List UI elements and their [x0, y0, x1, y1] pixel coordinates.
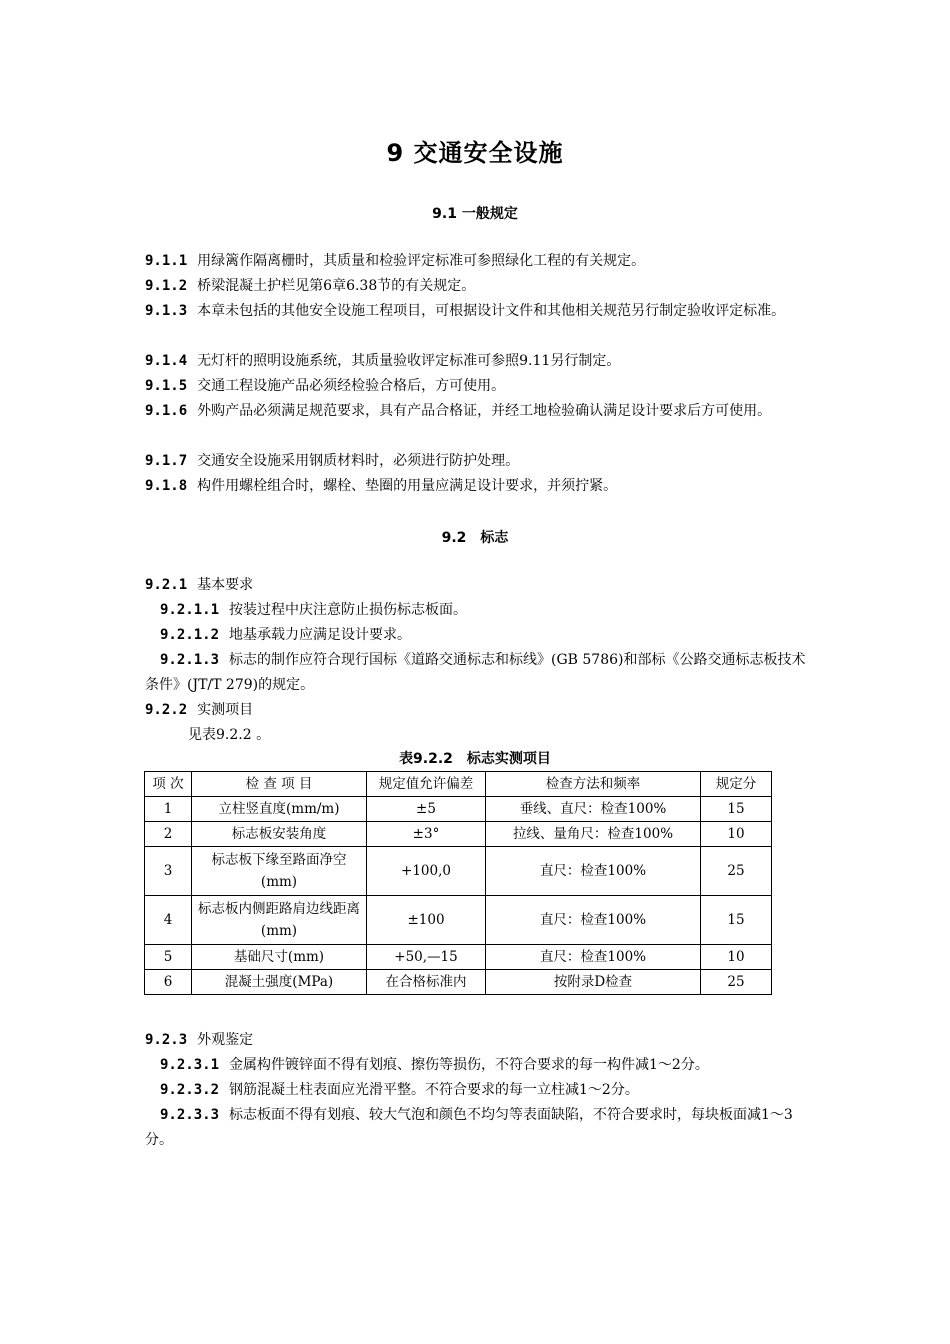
table-row [145, 945, 772, 970]
cell-no: 4 [145, 896, 192, 945]
clause-9-1-8: 9.1.8 构件用螺栓组合时，螺栓、垫圈的用量应满足设计要求，并须拧紧。 [145, 478, 618, 494]
clause-9-1-2: 9.1.2 桥梁混凝土护栏见第6章6.38节的有关规定。 [145, 278, 476, 294]
cell-item: 混凝土强度(MPa) [192, 970, 367, 995]
header-method: 检查方法和频率 [486, 772, 701, 797]
cell-method: 垂线、直尺：检查100% [486, 797, 701, 822]
section-heading-9-1: 9.1 一般规定 [432, 206, 518, 222]
clause-9-2-3: 9.2.3 外观鉴定 [145, 1032, 254, 1048]
clause-9-2-3-1: 9.2.3.1 金属构件镀锌面不得有划痕、擦伤等损伤，不符合要求的每一构件减1～2分。 [160, 1057, 709, 1073]
header-tolerance: 规定值允许偏差 [367, 772, 486, 797]
cell-method: 按附录D检查 [486, 970, 701, 995]
clause-9-2-1-2: 9.2.1.2 地基承载力应满足设计要求。 [160, 627, 412, 643]
header-no: 项 次 [145, 772, 192, 797]
clause-9-2-1-1: 9.2.1.1 按装过程中庆注意防止损伤标志板面。 [160, 602, 468, 618]
table-row [145, 822, 772, 847]
clause-9-2-3-3: 9.2.3.3 标志板面不得有划痕、较大气泡和颜色不均匀等表面缺陷，不符合要求时，每块板面减1～3分。 [145, 1107, 793, 1148]
table-header-row [145, 772, 772, 797]
table-reference: 见表9.2.2 。 [188, 727, 271, 743]
clause-9-2-1: 9.2.1 基本要求 [145, 577, 254, 593]
cell-no: 1 [145, 797, 192, 822]
clause-9-1-7: 9.1.7 交通安全设施采用钢质材料时，必须进行防护处理。 [145, 453, 520, 469]
header-item: 检 查 项 目 [192, 772, 367, 797]
cell-method: 直尺：检查100% [486, 945, 701, 970]
cell-no: 6 [145, 970, 192, 995]
table-row [145, 970, 772, 995]
inspection-table [144, 771, 772, 995]
cell-tolerance: ±5 [367, 797, 486, 822]
header-score: 规定分 [701, 772, 772, 797]
clause-9-2-1-3: 9.2.1.3 标志的制作应符合现行国标《道路交通标志和标线》(GB 5786)和部标《公路交通标志板技术条件》(JT/T 279)的规定。 [145, 652, 806, 693]
table-row [145, 847, 772, 896]
cell-method: 直尺：检查100% [486, 896, 701, 945]
clause-9-1-1: 9.1.1 用绿篱作隔离栅时，其质量和检验评定标准可参照绿化工程的有关规定。 [145, 253, 646, 269]
cell-no: 3 [145, 847, 192, 896]
cell-score: 10 [701, 945, 772, 970]
table-row [145, 797, 772, 822]
cell-score: 25 [701, 970, 772, 995]
clause-9-2-2: 9.2.2 实测项目 [145, 702, 254, 718]
table-caption: 表9.2.2 标志实测项目 [399, 751, 551, 767]
cell-tolerance: +100,0 [367, 847, 486, 896]
cell-score: 15 [701, 797, 772, 822]
cell-tolerance: ±3° [367, 822, 486, 847]
cell-method: 拉线、量角尺：检查100% [486, 822, 701, 847]
clause-9-1-4: 9.1.4 无灯杆的照明设施系统，其质量验收评定标准可参照9.11另行制定。 [145, 353, 621, 369]
cell-item: 立柱竖直度(mm/m) [192, 797, 367, 822]
cell-tolerance: ±100 [367, 896, 486, 945]
cell-no: 2 [145, 822, 192, 847]
cell-score: 15 [701, 896, 772, 945]
clause-9-2-3-2: 9.2.3.2 钢筋混凝土柱表面应光滑平整。不符合要求的每一立柱减1～2分。 [160, 1082, 639, 1098]
cell-item: 标志板安装角度 [192, 822, 367, 847]
cell-score: 10 [701, 822, 772, 847]
cell-item: 标志板内侧距路肩边线距离(mm) [192, 896, 367, 945]
clause-9-1-3: 9.1.3 本章未包括的其他安全设施工程项目，可根据设计文件和其他相关规范另行制定验收评定标准。 [145, 303, 786, 319]
cell-item: 标志板下缘至路面净空(mm) [192, 847, 367, 896]
clause-9-1-6: 9.1.6 外购产品必须满足规范要求，具有产品合格证，并经工地检验确认满足设计要求后方可使用。 [145, 403, 772, 419]
cell-tolerance: 在合格标准内 [367, 970, 486, 995]
section-heading-9-2: 9.2 标志 [441, 530, 509, 546]
cell-no: 5 [145, 945, 192, 970]
cell-score: 25 [701, 847, 772, 896]
table-row [145, 896, 772, 945]
chapter-title: 9 交通安全设施 [386, 139, 564, 167]
cell-method: 直尺：检查100% [486, 847, 701, 896]
cell-item: 基础尺寸(mm) [192, 945, 367, 970]
cell-tolerance: +50,—15 [367, 945, 486, 970]
clause-9-1-5: 9.1.5 交通工程设施产品必须经检验合格后，方可使用。 [145, 378, 506, 394]
